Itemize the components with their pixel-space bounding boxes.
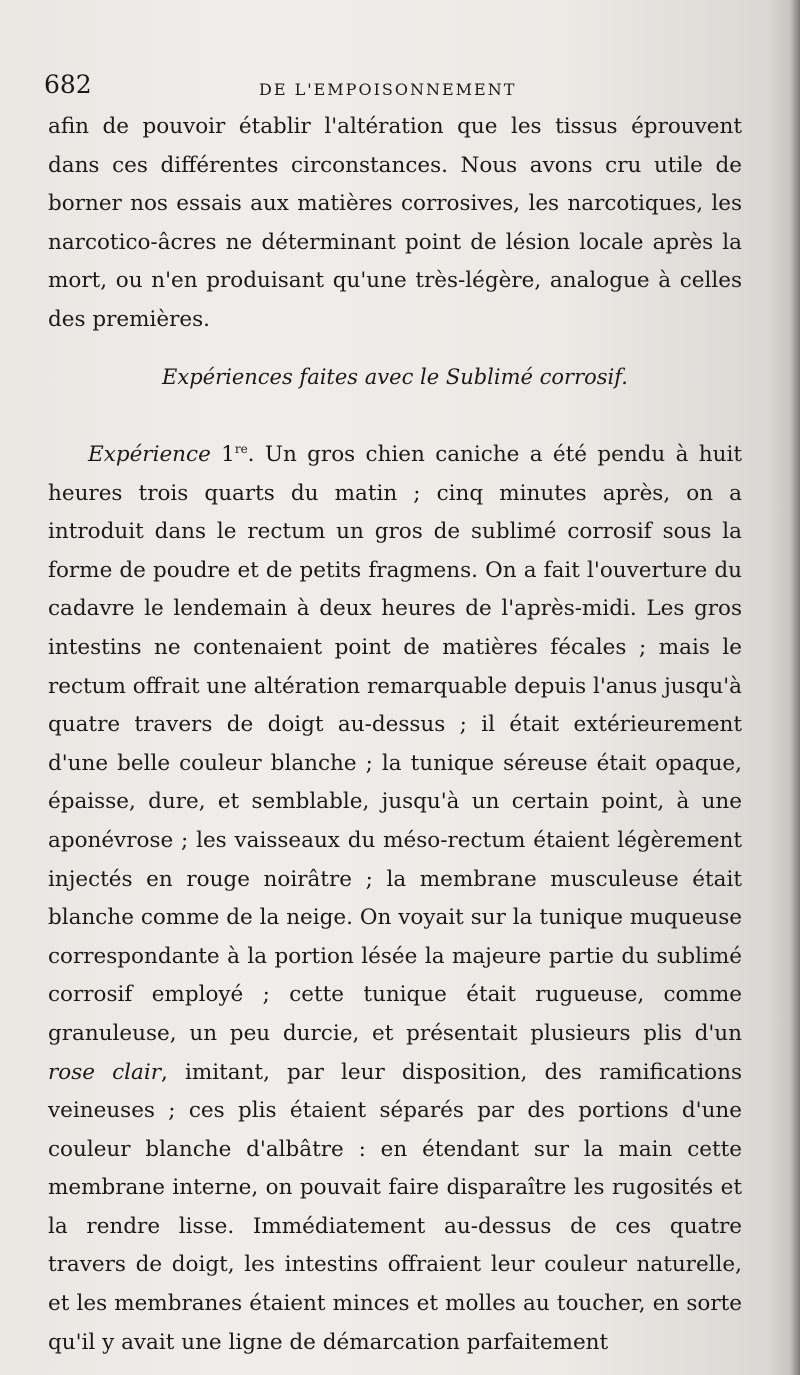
- experiment-number: 1: [221, 442, 235, 467]
- paragraph-1: [48, 108, 742, 340]
- experiment-number-superscript: re: [234, 441, 248, 456]
- experiment-label: Expérience: [88, 442, 211, 467]
- paragraph-2: [48, 436, 742, 1362]
- paragraph-1-text: afin de pouvoir établir l'altération que les tissus éprouvent dans ces différentes circonstances. Nous avons cru utile de borner nos essais aux matières corrosives, les narcotiques, les narcotico-âcres ne déterminant point de lésion locale après la mort, ou n'en produisant qu'une très-légère, analogue à celles des premières.: [48, 114, 742, 332]
- page-edge-shadow: [790, 0, 800, 1375]
- running-head: DE L'EMPOISONNEMENT: [259, 80, 517, 99]
- paragraph-2-text: [48, 436, 742, 1362]
- section-heading: Expériences faites avec le Sublimé corrosif.: [162, 365, 628, 389]
- page-number: 682: [44, 70, 92, 99]
- page-header: [44, 70, 744, 106]
- paragraph-2-text-part-1: . Un gros chien caniche a été pendu à huit heures trois quarts du matin ; cinq minutes après, on a introduit dans le rectum un gros de sublimé corrosif sous la forme de poudre et de petits fragmens. On a fait l'ouverture du cadavre le lendemain à deux heures de l'après-midi. Les gros intestins ne contenaient point de matières fécales ; mais le rectum offrait une altération remarquable depuis l'anus jusqu'à quatre travers de doigt au-dessus ; il était extérieurement d'une belle couleur blanche ; la tunique séreuse était opaque, épaisse, dure, et semblable, jusqu'à un certain point, à une aponévrose ; les vaisseaux du méso-rectum étaient légèrement injectés en rouge noirâtre ; la membrane musculeuse était blanche comme de la neige. On voyait sur la tunique muqueuse correspondante à la portion lésée la majeure partie du sublimé corrosif employé ; cette tunique était rugueuse, comme granuleuse, un peu durcie, et présentait plusieurs plis d'un: [48, 442, 742, 1046]
- paragraph-2-text-part-2: , imitant, par leur disposition, des ramifications veineuses ; ces plis étaient séparés par des portions d'une couleur blanche d'albâtre : en étendant sur la main cette membrane interne, on pouvait faire disparaître les rugosités et la rendre lisse. Immédiatement au-dessus de ces quatre travers de doigt, les intestins offraient leur couleur naturelle, et les membranes étaient minces et molles au toucher, en sorte qu'il y avait une ligne de démarcation parfaitement: [48, 1059, 743, 1355]
- italic-phrase: rose clair: [48, 1059, 162, 1085]
